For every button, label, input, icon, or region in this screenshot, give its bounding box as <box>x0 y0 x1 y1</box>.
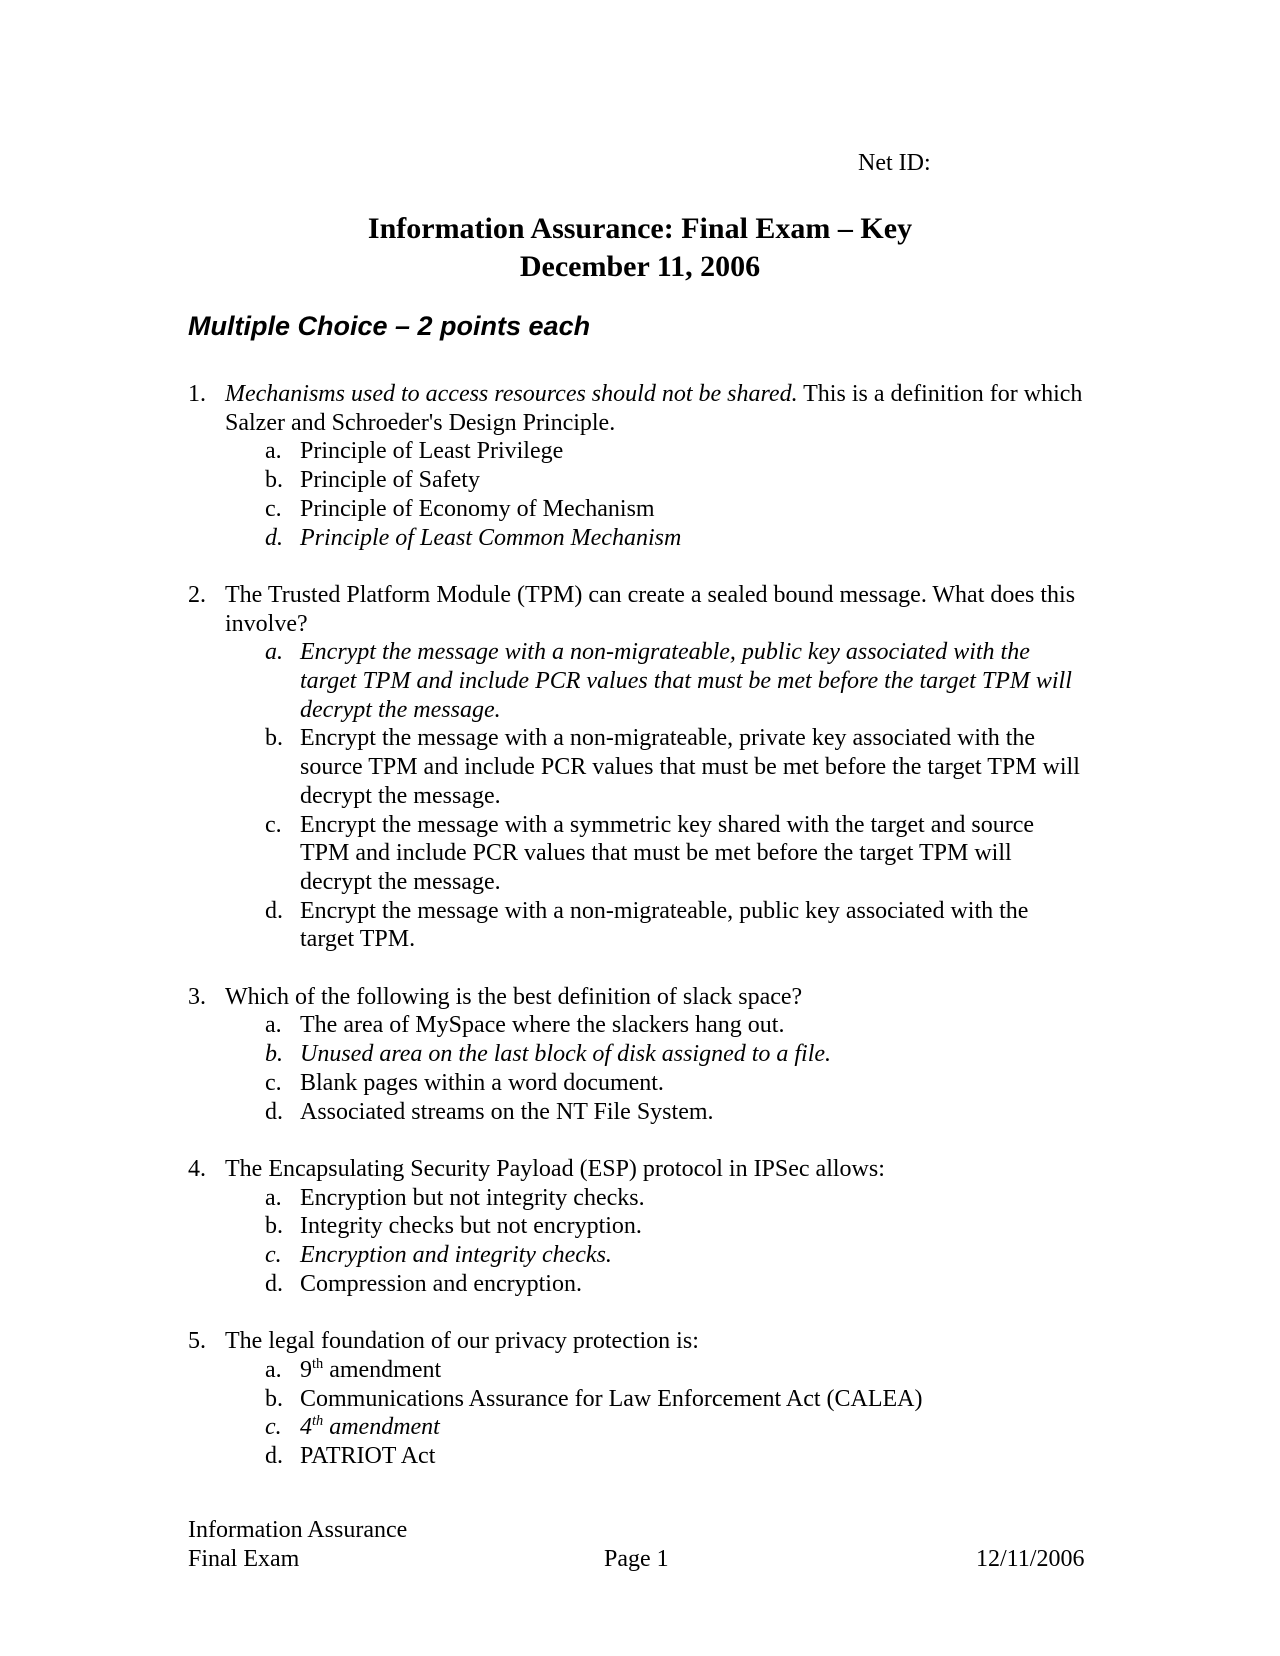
option-d <box>225 1270 1088 1299</box>
option-letter: c. <box>265 1069 282 1096</box>
option-letter: a. <box>265 438 282 465</box>
question-number: 5. <box>188 1328 206 1355</box>
option-text: PATRIOT Act <box>300 1442 436 1469</box>
question-stem-text: This is a definition for which Salzer and Schroeder's Design Principle. <box>225 381 1083 436</box>
option-list <box>225 1184 1088 1299</box>
option-text: Blank pages within a word document. <box>300 1069 664 1096</box>
option-text: Associated streams on the NT File System. <box>300 1098 714 1125</box>
option-a-correct-answer <box>225 638 1088 724</box>
option-b <box>225 1385 1088 1414</box>
option-a <box>225 1184 1088 1213</box>
question-number: 4. <box>188 1155 206 1182</box>
option-letter: c. <box>265 811 282 838</box>
option-number: 9 <box>300 1356 312 1383</box>
option-d <box>225 1098 1088 1127</box>
option-b-correct-answer <box>225 1040 1088 1069</box>
option-letter: a. <box>265 1012 282 1039</box>
section-heading: Multiple Choice – 2 points each <box>188 311 591 341</box>
option-text: Communications Assurance for Law Enforcement Act (CALEA) <box>300 1385 923 1412</box>
option-text: amendment <box>323 1414 440 1441</box>
option-text: Encrypt the message with a non-migrateable, public key associated with the target TPM. <box>300 897 1029 953</box>
option-letter: d. <box>265 1098 283 1125</box>
question-number: 2. <box>188 581 206 608</box>
option-c-correct-answer <box>225 1241 1088 1270</box>
option-b <box>225 1212 1088 1241</box>
question-stem: The Trusted Platform Module (TPM) can create a sealed bound message. What does this involve? <box>225 581 1076 637</box>
option-letter: b. <box>265 725 283 752</box>
question-stem-quote: Mechanisms used to access resources should not be shared. <box>225 381 798 407</box>
option-letter: a. <box>265 1356 282 1383</box>
option-letter: a. <box>265 1184 282 1211</box>
option-b <box>225 724 1088 810</box>
option-letter: c. <box>265 495 282 522</box>
option-text: Principle of Economy of Mechanism <box>300 495 655 522</box>
option-letter: c. <box>265 1242 282 1269</box>
option-list <box>225 1356 1088 1471</box>
option-c-correct-answer <box>225 1413 1088 1442</box>
option-text: Encrypt the message with a symmetric key shared with the target and source TPM and include PCR values that must be met before the target TPM will decrypt the message. <box>300 811 1034 895</box>
option-c <box>225 495 1088 524</box>
option-list <box>225 437 1088 552</box>
option-text: Principle of Safety <box>300 467 480 494</box>
option-letter: b. <box>265 1385 283 1412</box>
net-id-label: Net ID: <box>858 150 931 176</box>
question-list <box>188 380 1088 1499</box>
option-letter: b. <box>265 1213 283 1240</box>
question-2 <box>188 581 1088 954</box>
option-text: The area of MySpace where the slackers hang out. <box>300 1012 785 1039</box>
option-a <box>225 437 1088 466</box>
option-text: Encrypt the message with a non-migrateable, public key associated with the target TPM and include PCR values that must be met before the target TPM will decrypt the message. <box>300 639 1072 723</box>
option-superscript: th <box>312 1355 324 1372</box>
question-5 <box>188 1327 1088 1471</box>
footer-exam: Final Exam <box>188 1546 300 1572</box>
question-stem: The Encapsulating Security Payload (ESP) protocol in IPSec allows: <box>225 1155 885 1182</box>
option-letter: d. <box>265 524 283 551</box>
option-d <box>225 897 1088 954</box>
option-text: Integrity checks but not encryption. <box>300 1213 642 1240</box>
question-4 <box>188 1155 1088 1299</box>
footer-date: 12/11/2006 <box>976 1546 1085 1572</box>
option-a <box>225 1011 1088 1040</box>
option-letter: a. <box>265 639 283 666</box>
option-c <box>225 811 1088 897</box>
option-superscript: th <box>312 1413 324 1430</box>
question-stem: Which of the following is the best definition of slack space? <box>225 983 803 1010</box>
option-text: Encryption and integrity checks. <box>300 1242 612 1269</box>
question-stem <box>225 380 1088 437</box>
option-letter: c. <box>265 1414 282 1441</box>
exam-title: Information Assurance: Final Exam – Key <box>367 212 913 245</box>
footer-page-number: Page 1 <box>604 1546 669 1572</box>
option-text: Encryption but not integrity checks. <box>300 1184 645 1211</box>
option-text: Principle of Least Common Mechanism <box>300 524 682 551</box>
option-letter: d. <box>265 897 283 924</box>
question-number: 1. <box>188 381 206 407</box>
option-number: 4 <box>300 1414 312 1441</box>
option-d <box>225 1442 1088 1471</box>
question-number: 3. <box>188 983 206 1010</box>
exam-date: December 11, 2006 <box>519 250 761 283</box>
option-b <box>225 466 1088 495</box>
footer-course: Information Assurance <box>188 1517 408 1543</box>
question-stem: The legal foundation of our privacy protection is: <box>225 1328 699 1355</box>
option-letter: d. <box>265 1270 283 1297</box>
question-1 <box>188 380 1088 552</box>
option-text: amendment <box>323 1356 442 1383</box>
option-text: Unused area on the last block of disk assigned to a file. <box>300 1041 832 1068</box>
option-text: Encrypt the message with a non-migrateable, private key associated with the source TPM and include PCR values that must be met before the target TPM will decrypt the message. <box>300 725 1080 809</box>
option-letter: b. <box>265 467 283 494</box>
option-letter: d. <box>265 1442 283 1469</box>
option-a <box>225 1356 1088 1385</box>
option-list <box>225 1011 1088 1126</box>
option-d-correct-answer <box>225 524 1088 553</box>
option-text: Principle of Least Privilege <box>300 438 564 465</box>
option-c <box>225 1069 1088 1098</box>
option-letter: b. <box>265 1041 283 1068</box>
option-text: Compression and encryption. <box>300 1270 582 1297</box>
question-3 <box>188 983 1088 1127</box>
option-list <box>225 638 1088 954</box>
